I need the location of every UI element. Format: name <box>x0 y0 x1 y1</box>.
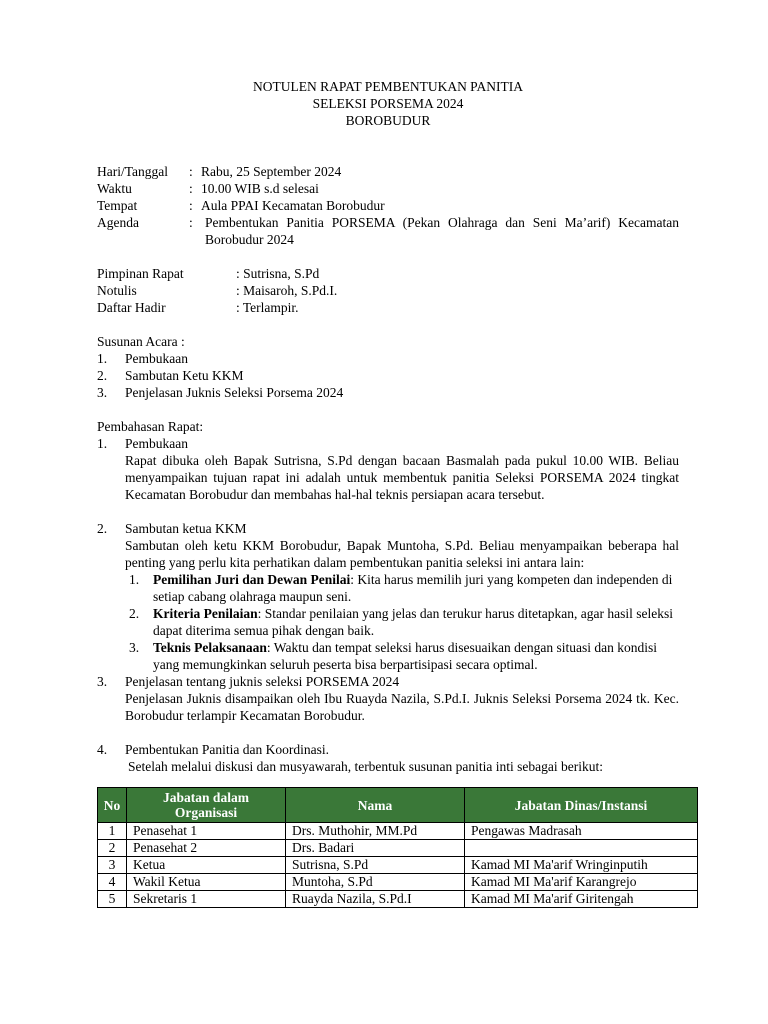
info-row-hari <box>97 163 679 180</box>
table-header-cell: Jabatan Dinas/Instansi <box>465 788 698 823</box>
list-item: 1. Pemilihan Juri dan Dewan Penilai: Kita harus memilih juri yang kompeten dan independen di setiap cabang olahraga maupun seni. <box>129 572 673 604</box>
committee-table <box>97 787 698 908</box>
people-row-hadir <box>97 299 679 316</box>
table-cell: Penasehat 1 <box>127 823 286 840</box>
table-row <box>98 857 698 874</box>
info-value: Aula PPAI Kecamatan Borobudur <box>201 198 385 213</box>
table-cell: Sekretaris 1 <box>127 891 286 908</box>
table-cell: 2 <box>98 840 127 857</box>
info-colon: : <box>189 181 193 196</box>
discussion-body-1: Rapat dibuka oleh Bapak Sutrisna, S.Pd dengan bacaan Basmalah pada pukul 10.00 WIB. Beliau menyampaikan tujuan rapat ini adalah untuk membentuk panitia Seleksi PORSEMA 2024 tingkat Kecamatan Borobudur dan membahas hal-hal teknis persiapan acara tersebut. <box>125 453 679 502</box>
discussion-body-4: Setelah melalui diskusi dan musyawarah, terbentuk susunan panitia inti sebagai berikut: <box>128 759 604 774</box>
discussion-body-2: Sambutan oleh ketu KKM Borobudur, Bapak Muntoha, S.Pd. Beliau menyampaikan beberapa hal penting yang perlu kita perhatikan dalam pembentukan panitia seleksi ini antara lain: <box>125 538 679 570</box>
discussion-section <box>97 418 679 775</box>
list-item: 3. Teknis Pelaksanaan: Waktu dan tempat seleksi harus disesuaikan dengan situasi dan kondisi yang memungkinkan seluruh peserta bisa berpartisipasi secara optimal. <box>129 640 658 672</box>
info-value: Pembentukan Panitia PORSEMA (Pekan Olahraga dan Seni Ma’arif) Kecamatan Borobudur 2024 <box>205 215 679 247</box>
sub-list <box>97 571 679 673</box>
people-label: Pimpinan Rapat <box>97 266 184 281</box>
info-row-agenda <box>97 214 679 248</box>
agenda-list <box>97 333 679 401</box>
title-line-2: SELEKSI PORSEMA 2024 <box>312 96 464 111</box>
table-cell: Penasehat 2 <box>127 840 286 857</box>
table-cell: Ketua <box>127 857 286 874</box>
discussion-item-3: 3. Penjelasan tentang juknis seleksi PORSEMA 2024 <box>97 674 400 689</box>
discussion-title: Pembahasan Rapat: <box>97 419 204 434</box>
table-row <box>98 823 698 840</box>
table-cell: 5 <box>98 891 127 908</box>
discussion-body-3: Penjelasan Juknis disampaikan oleh Ibu Ruayda Nazila, S.Pd.I. Juknis Seleksi Porsema 2024 tk. Kec. Borobudur terlampir Kecamatan Borobudur. <box>125 691 679 723</box>
info-label: Hari/Tanggal <box>97 164 169 179</box>
info-colon: : <box>189 198 193 213</box>
info-label: Waktu <box>97 181 132 196</box>
people-label: Notulis <box>97 283 137 298</box>
table-row <box>98 891 698 908</box>
table-cell: Pengawas Madrasah <box>465 823 698 840</box>
list-item: 1. Pembukaan <box>97 351 188 366</box>
table-cell: Muntoha, S.Pd <box>286 874 465 891</box>
info-row-tempat <box>97 197 679 214</box>
info-colon: : <box>189 215 193 230</box>
table-cell: Drs. Muthohir, MM.Pd <box>286 823 465 840</box>
info-value: Rabu, 25 September 2024 <box>201 164 342 179</box>
document-page <box>97 78 679 908</box>
table-cell: Wakil Ketua <box>127 874 286 891</box>
table-cell: 1 <box>98 823 127 840</box>
table-cell: Drs. Badari <box>286 840 465 857</box>
title-line-1: NOTULEN RAPAT PEMBENTUKAN PANITIA <box>253 79 523 94</box>
people-label: Daftar Hadir <box>97 300 166 315</box>
table-cell: 4 <box>98 874 127 891</box>
table-cell: 3 <box>98 857 127 874</box>
discussion-item-1: 1. Pembukaan <box>97 436 188 451</box>
table-header-row <box>98 788 698 823</box>
table-header-cell: No <box>98 788 127 823</box>
info-label: Tempat <box>97 198 138 213</box>
table-header-cell: Nama <box>286 788 465 823</box>
doc-title <box>97 78 679 129</box>
discussion-item-4: 4. Pembentukan Panitia dan Koordinasi. <box>97 742 329 757</box>
table-row <box>98 840 698 857</box>
list-item: 2. Kriteria Penilaian: Standar penilaian yang jelas dan terukur harus ditetapkan, agar hasil seleksi dapat diterima semua pihak dengan baik. <box>129 606 673 638</box>
info-value: 10.00 WIB s.d selesai <box>201 181 319 196</box>
info-label: Agenda <box>97 215 139 230</box>
table-cell: Kamad MI Ma'arif Wringinputih <box>465 857 698 874</box>
table-cell: Ruayda Nazila, S.Pd.I <box>286 891 465 908</box>
table-header-cell: Jabatan dalam Organisasi <box>127 788 286 823</box>
people-value: : Sutrisna, S.Pd <box>236 266 320 281</box>
agenda-title: Susunan Acara : <box>97 334 185 349</box>
table-cell: Kamad MI Ma'arif Giritengah <box>465 891 698 908</box>
discussion-item-2: 2. Sambutan ketua KKM <box>97 521 247 536</box>
people-value: : Maisaroh, S.Pd.I. <box>236 283 338 298</box>
list-item: 2. Sambutan Ketu KKM <box>97 368 244 383</box>
list-item: 3. Penjelasan Juknis Seleksi Porsema 2024 <box>97 385 344 400</box>
table-cell: Kamad MI Ma'arif Karangrejo <box>465 874 698 891</box>
meeting-info <box>97 163 679 248</box>
meeting-people <box>97 265 679 316</box>
table-row <box>98 874 698 891</box>
table-cell <box>465 840 698 857</box>
info-colon: : <box>189 164 193 179</box>
people-value: : Terlampir. <box>236 300 299 315</box>
title-line-3: BOROBUDUR <box>345 113 431 128</box>
table-cell: Sutrisna, S.Pd <box>286 857 465 874</box>
people-row-pimpinan <box>97 265 679 282</box>
info-row-waktu <box>97 180 679 197</box>
people-row-notulis <box>97 282 679 299</box>
